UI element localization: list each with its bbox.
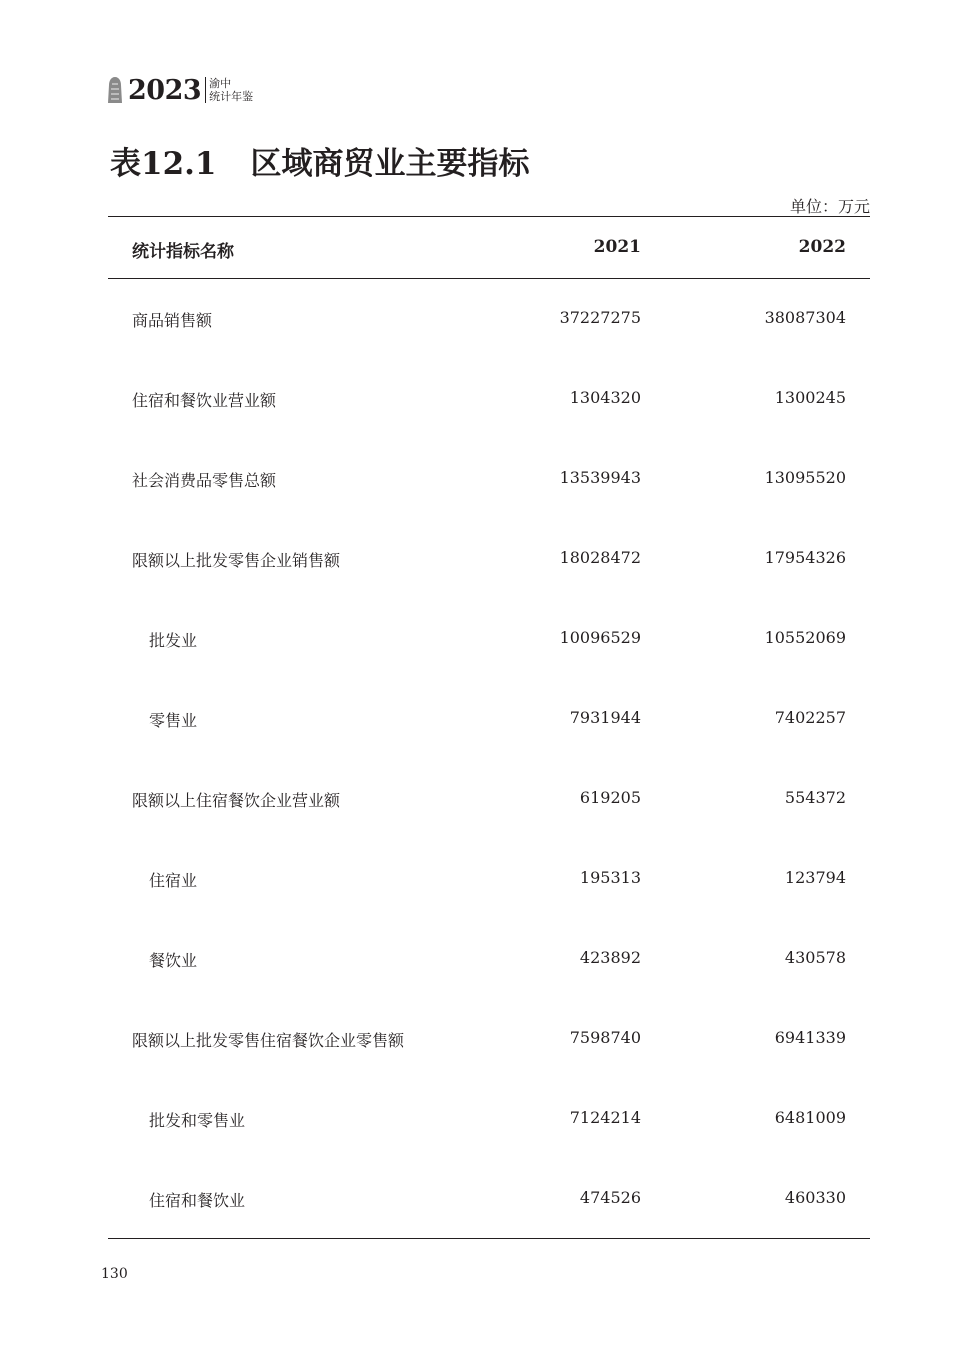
table-row [108,519,870,599]
table-bottom-rule [108,1238,870,1239]
row-value-2022: 10552069 [764,628,846,647]
page-number: 130 [101,1266,128,1282]
table-number: 表12.1 [110,146,217,182]
table-row [108,839,870,919]
logo-text-line1: 渝中 [209,77,232,90]
yearbook-logo [106,74,253,106]
row-name: 零售业 [149,711,198,730]
table-row [108,279,870,359]
unit-label: 单位：万元 [789,197,870,216]
table-header-row [108,217,870,278]
row-value-2022: 6481009 [774,1108,846,1127]
row-value-2021: 619205 [579,788,641,807]
row-value-2021: 1304320 [569,388,641,407]
table-row [108,359,870,439]
table-row [108,1159,870,1239]
row-value-2021: 37227275 [559,308,641,327]
row-value-2022: 13095520 [764,468,846,487]
row-value-2022: 1300245 [774,388,846,407]
row-name: 限额以上批发零售企业销售额 [132,551,341,570]
row-value-2022: 460330 [784,1188,846,1207]
row-name: 住宿和餐饮业营业额 [132,391,277,410]
header-year-2021: 2021 [593,237,641,257]
building-logo-icon [106,76,124,104]
row-value-2021: 474526 [579,1188,641,1207]
logo-text [209,77,253,103]
row-name: 限额以上住宿餐饮企业营业额 [132,791,341,810]
table-title: 区域商贸业主要指标 [250,146,530,182]
row-name: 批发和零售业 [149,1111,246,1130]
row-value-2021: 423892 [579,948,641,967]
logo-text-line2: 统计年鉴 [209,90,254,103]
row-value-2021: 7124214 [569,1108,641,1127]
row-value-2021: 13539943 [559,468,641,487]
row-name: 住宿和餐饮业 [149,1191,246,1210]
header-indicator-name: 统计指标名称 [132,242,234,262]
row-value-2021: 7931944 [569,708,641,727]
table-row [108,679,870,759]
row-name: 餐饮业 [149,951,198,970]
logo-divider [205,77,206,103]
header-year-2022: 2022 [798,237,846,257]
row-name: 住宿业 [149,871,198,890]
row-name: 限额以上批发零售住宿餐饮企业零售额 [132,1031,405,1050]
row-value-2022: 123794 [784,868,846,887]
row-name: 商品销售额 [132,311,213,330]
row-name: 批发业 [149,631,198,650]
row-value-2022: 38087304 [764,308,846,327]
page-title [108,138,530,183]
row-name: 社会消费品零售总额 [132,471,277,490]
row-value-2022: 6941339 [774,1028,846,1047]
logo-year: 2023 [128,74,202,106]
table-row [108,1079,870,1159]
table-row [108,759,870,839]
row-value-2022: 554372 [784,788,846,807]
table-row [108,919,870,999]
row-value-2021: 195313 [579,868,641,887]
table-row [108,999,870,1079]
table-row [108,599,870,679]
row-value-2022: 17954326 [764,548,846,567]
row-value-2021: 10096529 [559,628,641,647]
table-body [108,279,870,1239]
table-row [108,439,870,519]
row-value-2022: 430578 [784,948,846,967]
row-value-2022: 7402257 [774,708,846,727]
row-value-2021: 18028472 [559,548,641,567]
row-value-2021: 7598740 [569,1028,641,1047]
